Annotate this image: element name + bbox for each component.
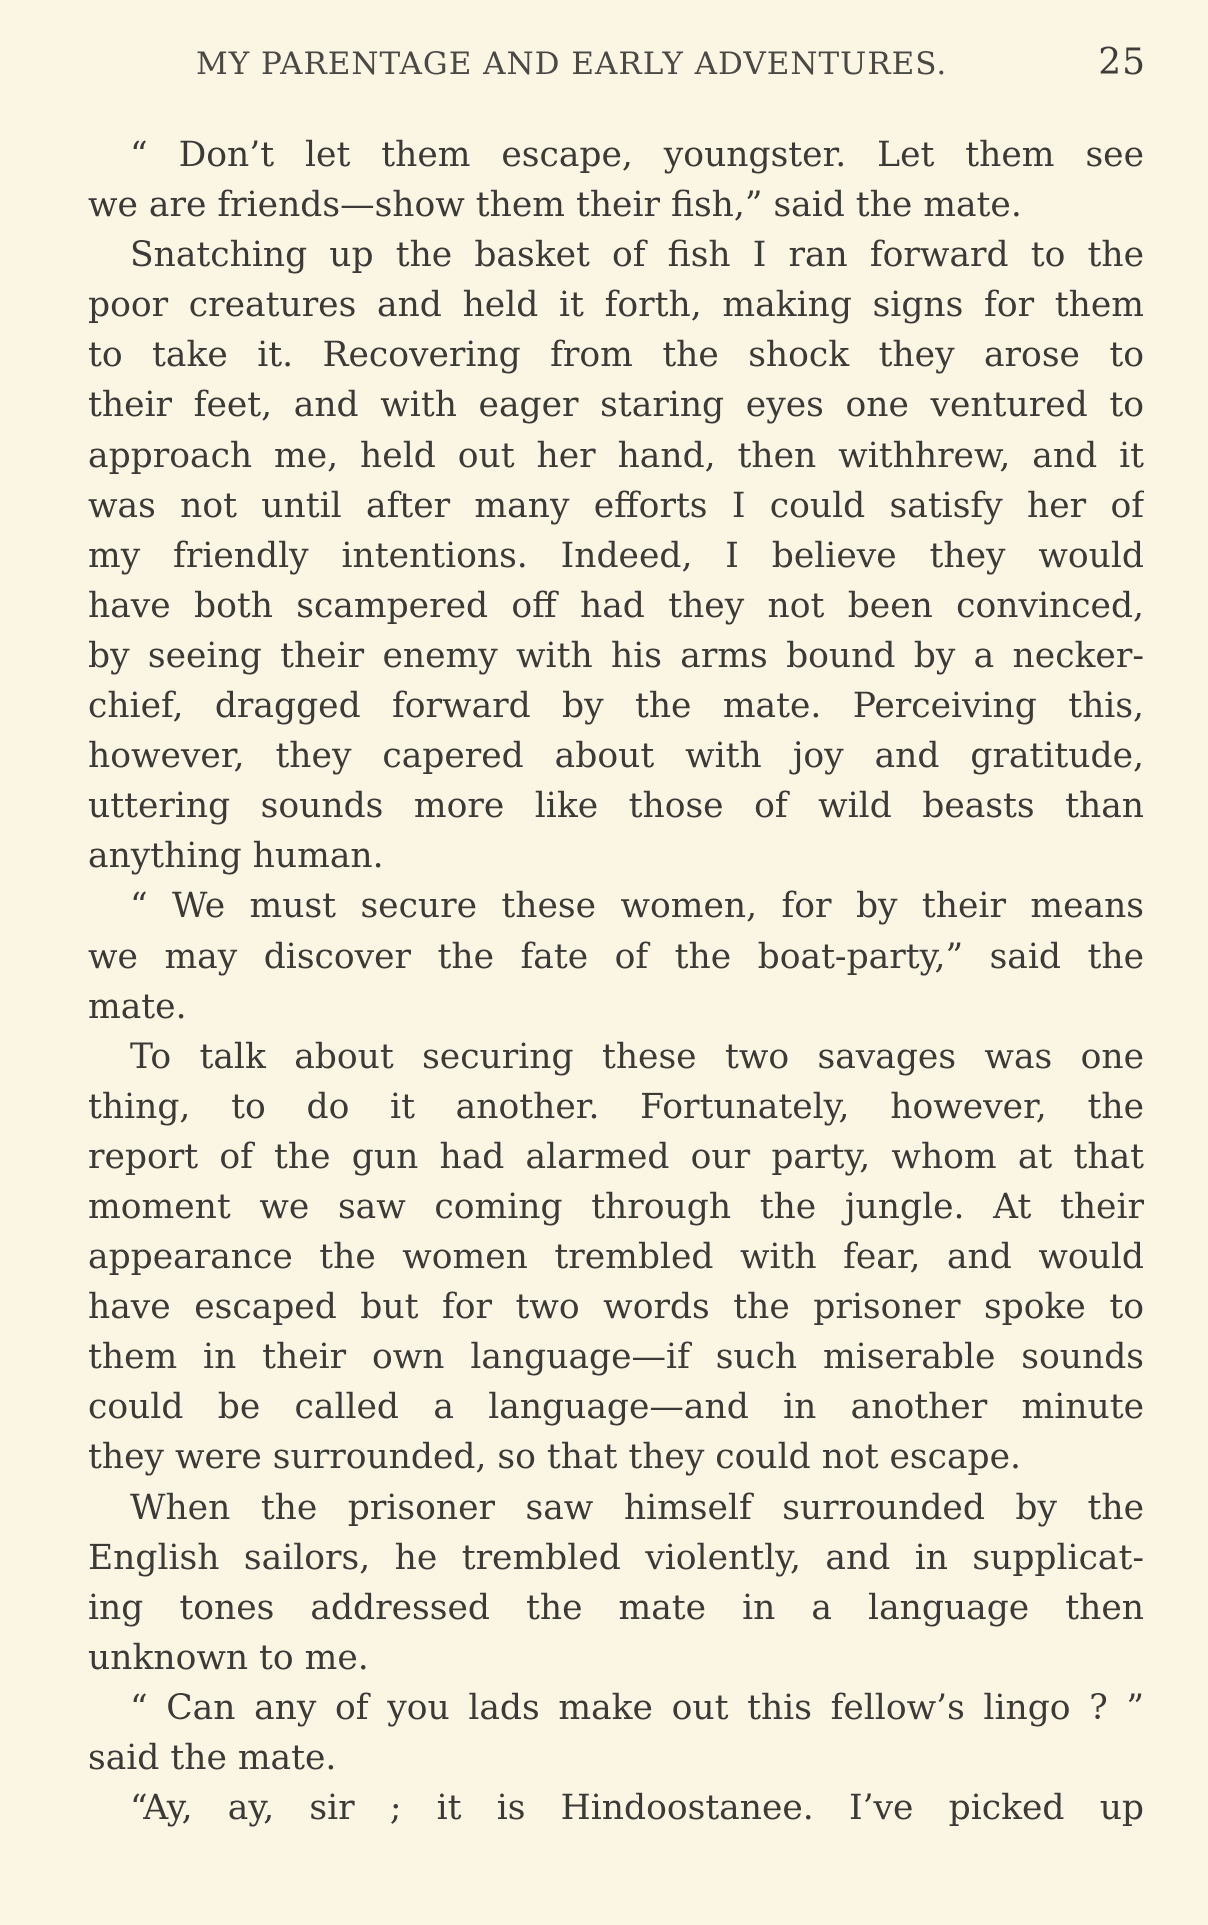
text-line: said the mate.: [88, 1738, 337, 1778]
text-line: report of the gun had alarmed our party, whom at that: [88, 1136, 1144, 1177]
text-line: have both scampered off had they not been convinced,: [88, 585, 1144, 626]
text-line: to take it. Recovering from the shock they arose to: [88, 335, 1144, 376]
text-line: poor creatures and held it forth, making signs for them: [88, 285, 1144, 326]
text-line: mate.: [88, 986, 187, 1027]
text-line: moment we saw coming through the jungle. At their: [88, 1186, 1144, 1227]
text-line: thing, to do it another. Fortunately, however, the: [88, 1086, 1144, 1127]
text-line: “ Don’t let them escape, youngster. Let them see: [130, 135, 1144, 175]
text-line: ing tones addressed the mate in a language then: [88, 1587, 1144, 1628]
text-line: “ Can any of you lads make out this fellow’s lingo ? ”: [130, 1687, 1144, 1728]
page-number: 25: [1098, 42, 1146, 83]
text-line: “ We must secure these women, for by their means: [130, 886, 1144, 927]
text-line: English sailors, he trembled violently, and in supplicat-: [88, 1537, 1144, 1578]
text-line: anything human.: [88, 836, 384, 877]
text-line: uttering sounds more like those of wild beasts than: [88, 786, 1144, 827]
text-line: chief, dragged forward by the mate. Perceiving this,: [88, 686, 1144, 727]
text-line: appearance the women trembled with fear, and would: [88, 1237, 1144, 1278]
text-line: them in their own language—if such miserable sounds: [88, 1337, 1144, 1378]
text-line: we may discover the fate of the boat-party,” said the: [88, 936, 1144, 977]
text-line: by seeing their enemy with his arms bound by a necker-: [88, 635, 1144, 676]
body-text: [88, 130, 1144, 1833]
text-line: “Ay, ay, sir ; it is Hindoostanee. I’ve picked up: [130, 1788, 1144, 1829]
text-line: my friendly intentions. Indeed, I believe they would: [88, 535, 1144, 576]
text-line: however, they capered about with joy and gratitude,: [88, 736, 1144, 777]
text-line: have escaped but for two words the prisoner spoke to: [88, 1287, 1144, 1328]
text-line: could be called a language—and in another minute: [88, 1387, 1144, 1428]
text-line: their feet, and with eager staring eyes one ventured to: [88, 385, 1144, 426]
text-line: they were surrounded, so that they could not escape.: [88, 1437, 1021, 1478]
text-line: we are friends—show them their fish,” said the mate.: [88, 185, 1022, 226]
text-line: When the prisoner saw himself surrounded by the: [130, 1487, 1144, 1528]
text-line: approach me, held out her hand, then withhrew, and it: [88, 435, 1144, 476]
text-line: Snatching up the basket of fish I ran forward to the: [130, 235, 1144, 276]
running-head: MY PARENTAGE AND EARLY ADVENTURES.: [196, 46, 948, 82]
page-header: [196, 42, 1146, 92]
text-line: To talk about securing these two savages was one: [130, 1036, 1144, 1077]
text-line: unknown to me.: [88, 1637, 369, 1678]
text-line: was not until after many efforts I could satisfy her of: [88, 485, 1144, 526]
